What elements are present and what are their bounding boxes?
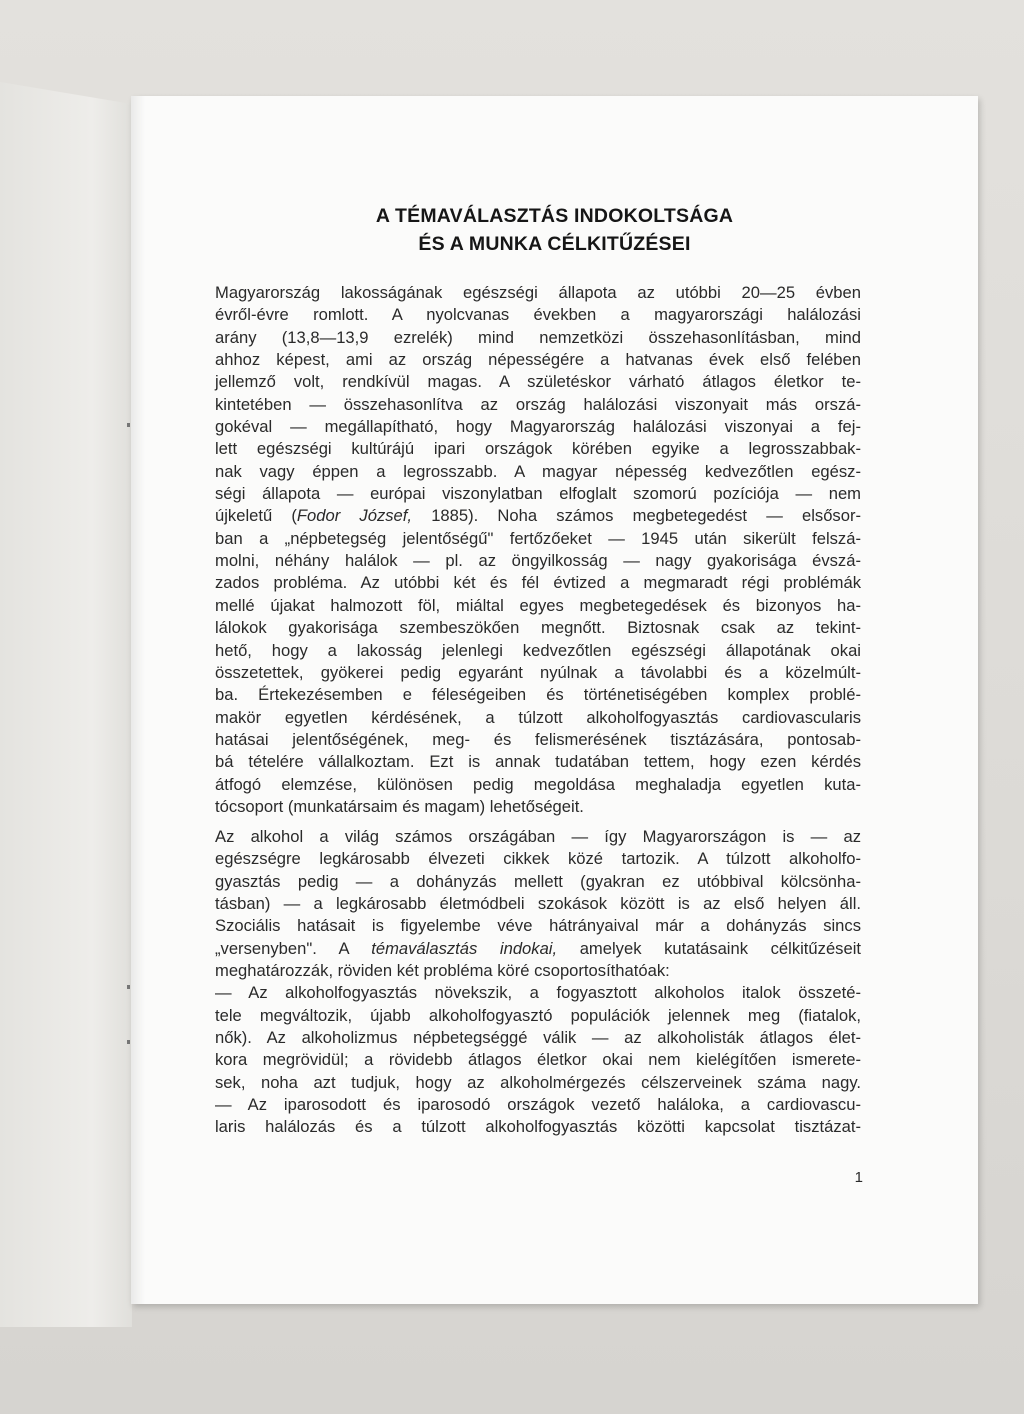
text-line: molni, néhány halálok — pl. az öngyilkosság — nagy gyakorisága évszá- bbox=[215, 551, 861, 571]
text-line: egészségre legkárosabb élvezeti cikkek közé tartozik. A túlzott alkoholfo- bbox=[215, 849, 861, 869]
facing-page-mark bbox=[127, 1040, 130, 1044]
page-number: 1 bbox=[854, 1169, 863, 1186]
text-line: makör egyetlen kérdésének, a túlzott alkoholfogyasztás cardiovascularis bbox=[215, 707, 861, 727]
text-line: jellemző volt, rendkívül magas. A születéskor várható átlagos életkor te- bbox=[215, 372, 861, 392]
citation-before: újkeletű ( bbox=[215, 506, 297, 526]
text-line: laris halálozás és a túlzott alkoholfogyasztás közötti kapcsolat tisztázat- bbox=[215, 1117, 861, 1137]
text-line: — Az alkoholfogyasztás növekszik, a fogyasztott alkoholos italok összeté- bbox=[215, 983, 861, 1003]
text-line: kora megrövidül; a rövidebb átlagos életkor okai nem kielégítően ismerete- bbox=[215, 1050, 861, 1070]
citation-author: Fodor József, bbox=[296, 506, 413, 526]
text-line: lett egészségi kultúrájú ipari országok körében egyike a legrosszabbak- bbox=[215, 439, 861, 459]
text-line: ba. Értekezésemben e féleségeiben és történetiségében komplex problé- bbox=[215, 685, 861, 705]
text-line: hatásai jelentőségének, meg- és felismerésének tisztázására, pontosab- bbox=[215, 729, 861, 749]
text-line: nak vagy éppen a legrosszabb. A magyar népesség kedvezőtlen egész- bbox=[215, 461, 861, 481]
text-line: sek, noha azt tudjuk, hogy az alkoholmérgezés célszerveinek száma nagy. bbox=[215, 1072, 861, 1092]
text-line: ségi állapota — európai viszonylatban elfoglalt szomorú pozíciója — nem bbox=[215, 484, 861, 504]
text-line: Magyarország lakosságának egészségi állapota az utóbbi 20—25 évben bbox=[215, 283, 861, 302]
text-line: lálokok gyakorisága szembeszökően megnőtt. Biztosnak csak az tekint- bbox=[215, 618, 861, 638]
text-line: összetettek, gyökerei pedig egyaránt nyúlnak a távolabbi és a közelmúlt- bbox=[215, 662, 861, 682]
paragraph-2 bbox=[215, 826, 861, 1139]
phrase-italic: témaválasztás indokai, bbox=[371, 938, 558, 958]
facing-page-edge bbox=[0, 82, 132, 1327]
text-line: tásban) — a legkárosabb életmódbeli szokások között is az első helyen áll. bbox=[215, 894, 861, 914]
text-line: tele megváltozik, újabb alkoholfogyasztó populációk jelennek meg (fiatalok, bbox=[215, 1005, 861, 1025]
document-page bbox=[131, 96, 978, 1304]
text-line: ahhoz képest, ami az ország népességére a hatvanas évek első felében bbox=[215, 350, 861, 370]
text-line-italic-phrase bbox=[215, 938, 861, 960]
text-line-citation bbox=[215, 505, 861, 527]
text-line: arány (13,8—13,9 ezrelék) mind nemzetközi összehasonlításban, mind bbox=[215, 327, 861, 347]
text-line: — Az iparosodott és iparosodó országok vezető haláloka, a cardiovascu- bbox=[215, 1095, 861, 1115]
text-line: ban a „népbetegség jelentőségű" fertőzőeket — 1945 után sikerült felszá- bbox=[215, 528, 861, 548]
spine-shadow bbox=[131, 96, 145, 1304]
phrase-after: amelyek kutatásaink célkitűzéseit bbox=[557, 938, 861, 958]
text-line: gyasztás pedig — a dohányzás mellett (gyakran ez utóbbival kölcsönha- bbox=[215, 871, 861, 891]
text-line: tócsoport (munkatársaim és magam) lehetőségeit. bbox=[215, 796, 584, 816]
paragraph-1 bbox=[215, 282, 861, 818]
facing-page-mark bbox=[127, 423, 130, 427]
text-line: Az alkohol a világ számos országában — így Magyarországon is — az bbox=[215, 827, 861, 846]
page-title bbox=[131, 202, 978, 258]
text-line: átfogó elemzése, különösen pedig megoldása meghaladja egyetlen kuta- bbox=[215, 774, 861, 794]
phrase-before: „versenyben". A bbox=[215, 938, 372, 958]
text-line: Szociális hatásait is figyelembe véve hátrányaival már a dohányzás sincs bbox=[215, 916, 861, 936]
title-line: ÉS A MUNKA CÉLKITŰZÉSEI bbox=[418, 233, 691, 255]
text-line: gokéval — megállapítható, hogy Magyarország halálozási viszonyai a fej- bbox=[215, 417, 861, 437]
text-line: évről-évre romlott. A nyolcvanas években a magyarországi halálozási bbox=[215, 305, 861, 325]
text-line: hető, hogy a lakosság jelenlegi kedvezőtlen egészségi állapotának okai bbox=[215, 640, 861, 660]
title-line: A TÉMAVÁLASZTÁS INDOKOLTSÁGA bbox=[375, 205, 734, 227]
text-line: meghatározzák, röviden két probléma köré csoportosíthatóak: bbox=[215, 961, 670, 981]
text-line: nők). Az alkoholizmus népbetegséggé válik — az alkoholisták átlagos élet- bbox=[215, 1028, 861, 1048]
text-line: mellé újakat halmozott föl, miáltal egyes megbetegedések és bizonyos ha- bbox=[215, 595, 861, 615]
citation-after: 1885). Noha számos megbetegedést — elsősor- bbox=[412, 506, 861, 526]
text-line: kintetében — összehasonlítva az ország halálozási viszonyait más orszá- bbox=[215, 394, 861, 414]
text-line: bá tételére vállalkoztam. Ezt is annak tudatában tettem, hogy ezen kérdés bbox=[215, 752, 861, 772]
facing-page-mark bbox=[127, 985, 130, 989]
text-line: zados probléma. Az utóbbi két és fél évtized a megmaradt régi problémák bbox=[215, 573, 861, 593]
